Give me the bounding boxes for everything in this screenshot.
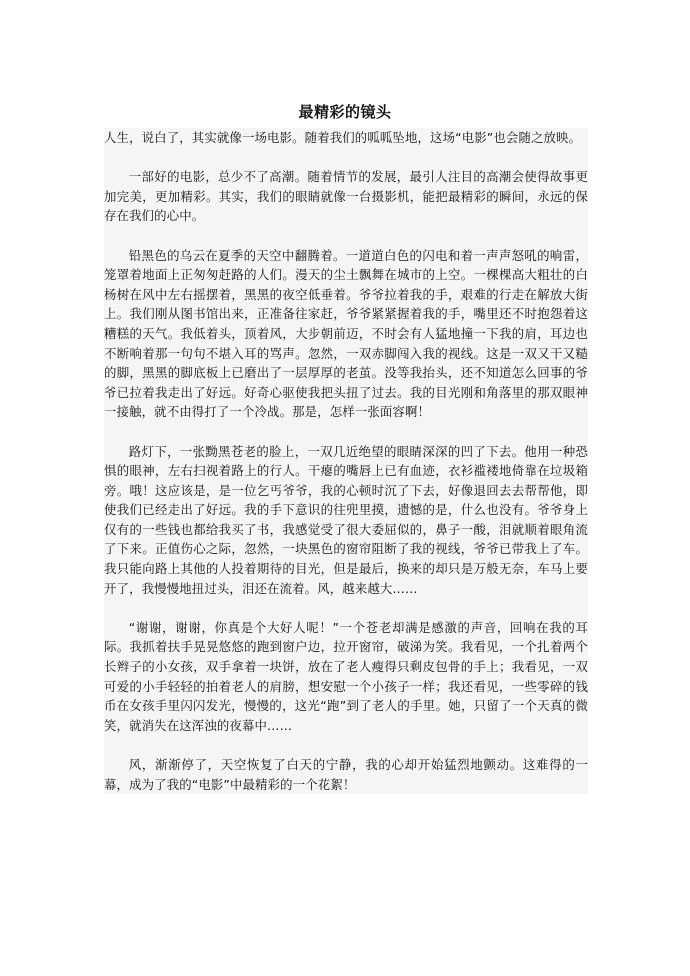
paragraph-5: “谢谢，谢谢，你真是个大好人呢！”一个苍老却满是感激的声音，回响在我的耳际。我抓着扶手晃晃悠悠的跑到窗户边，拉开窗帘，破涕为笑。我看见，一个扎着两个长辫子的小女孩，双手拿着一块饼，放在了老人瘦得只剩皮包骨的手上；我看见，一双可爱的小手轻轻的拍着老人的肩膀，想安慰一个小孩子一样；我还看见，一些零碎的钱币在女孩手里闪闪发光，慢慢的，这光“跑”到了老人的手里。她，只留了一个天真的微笑，就消失在这浑浊的夜幕中…… (104, 619, 588, 733)
paragraph-gap (104, 148, 588, 168)
paragraph-gap (104, 226, 588, 246)
paragraph-2: 一部好的电影，总少不了高潮。随着情节的发展，最引人注目的高潮会使得故事更加完美，更加精彩。其实，我们的眼睛就像一台摄影机，能把最精彩的瞬间，永远的保存在我们的心中。 (104, 169, 588, 224)
paragraph-6: 风，渐渐停了，天空恢复了白天的宁静，我的心却开始猛烈地颤动。这难得的一幕，成为了我的“电影”中最精彩的一个花絮！ (104, 757, 588, 792)
paragraph-4: 路灯下，一张黝黑苍老的脸上，一双几近绝望的眼睛深深的凹了下去。他用一种恐惧的眼神，左右扫视着路上的行人。干瘪的嘴唇上已有血迹，衣衫褴褛地倚靠在垃圾箱旁。哦！这应该是，是一位乞丐爷爷，我的心顿时沉了下去，好像退回去去帮帮他，即使我们已经走出了好远。我的手下意识的往兜里摸，遗憾的是，什么也没有。爷爷身上仅有的一些钱也都给我买了书，我感觉受了很大委屈似的，鼻子一酸，泪就顺着眼角流了下来。正值伤心之际，忽然，一块黑色的窗帘阻断了我的视线，爷爷已带我上了车。我只能向路上其他的人投着期待的目光，但是最后，换来的却只是万般无奈，车马上要开了，我慢慢地扭过头，泪还在流着。风，越来越大…… (104, 443, 588, 596)
paragraph-1: 人生，说白了，其实就像一场电影。随着我们的呱呱坠地，这场“电影”也会随之放映。 (104, 130, 582, 145)
document-title: 最精彩的镜头 (298, 103, 392, 121)
document-body (104, 128, 588, 794)
paragraph-gap (104, 422, 588, 442)
paragraph-gap (104, 598, 588, 618)
paragraph-gap (104, 735, 588, 755)
paragraph-3: 铅黑色的乌云在夏季的天空中翻腾着。一道道白色的闪电和着一声声怒吼的响雷，笼罩着地面上正匆匆赶路的人们。漫天的尘土飘舞在城市的上空。一棵棵高大粗壮的白杨树在风中左右摇摆着，黑黑的夜空低垂着。爷爷拉着我的手，艰难的行走在解放大街上。我们刚从图书馆出来，正准备往家赶，爷爷紧紧握着我的手，嘴里还不时抱怨着这糟糕的天气。我低着头，顶着风，大步朝前迈，不时会有人猛地撞一下我的肩，耳边也不断响着那一句句不堪入耳的骂声。忽然，一双赤脚闯入我的视线。这是一双又干又糙的脚，黑黑的脚底板上已磨出了一层厚厚的老茧。没等我抬头，还不知道怎么回事的爷爷已拉着我走出了好远。好奇心驱使我把头扭了过去。我的目光刚和角落里的那双眼神一接触，就不由得打了一个冷战。那是，怎样一张面容啊！ (104, 247, 588, 420)
